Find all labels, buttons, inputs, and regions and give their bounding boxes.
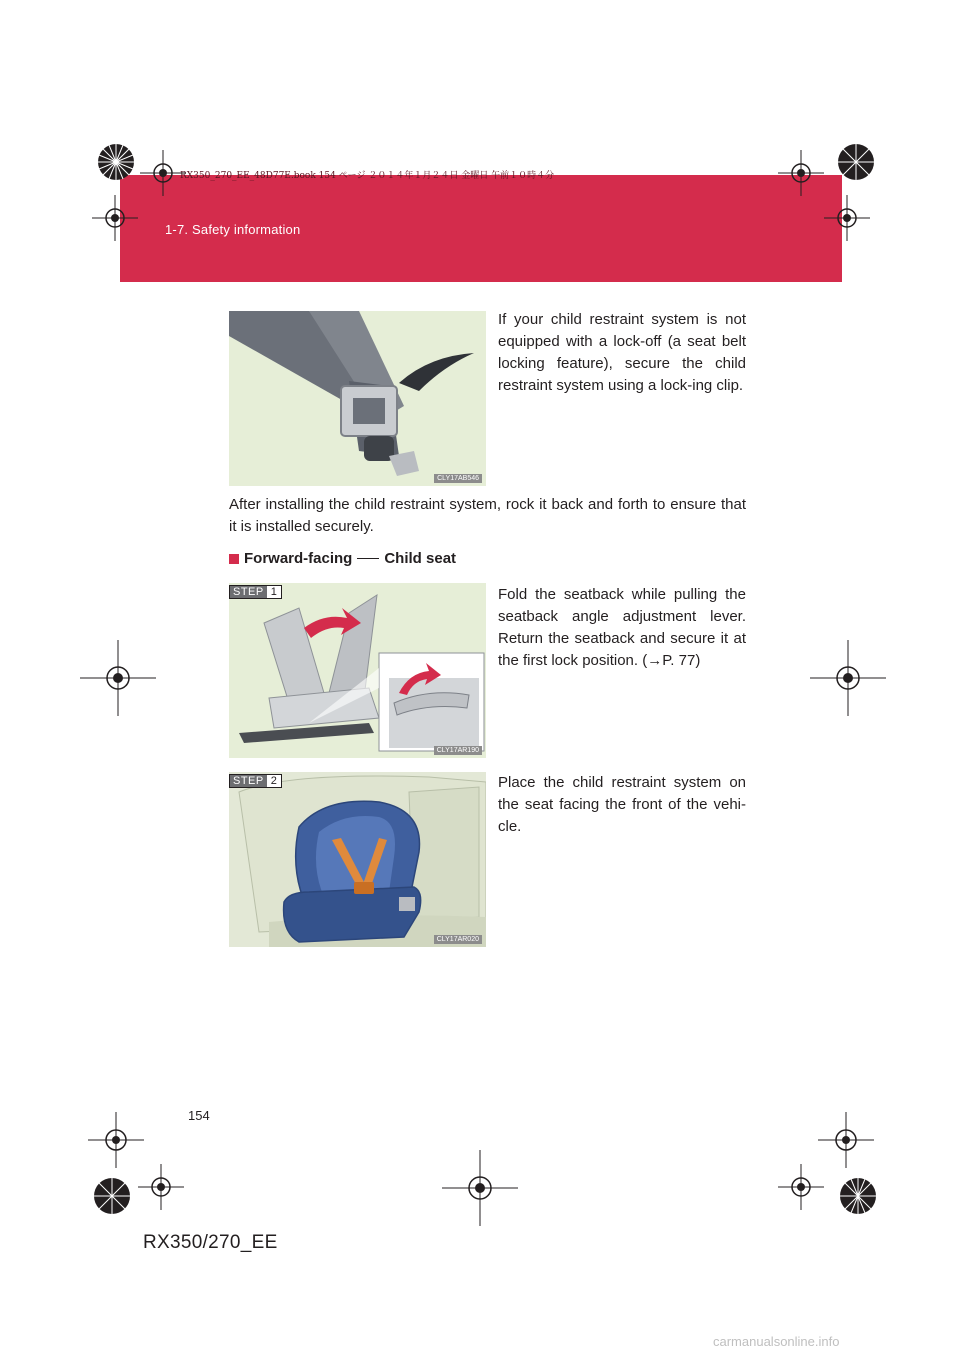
step2-text: Place the child restraint system on the seat facing the front of the vehi-cle. xyxy=(498,774,746,835)
locking-clip-text: If your child restraint system is not equipped with a lock-off (a seat belt locking feature), secure the child restraint system using a lock-ing clip. xyxy=(498,311,746,394)
crosshair-icon xyxy=(818,1112,874,1168)
figure-code: CLY17AR190 xyxy=(434,746,482,755)
step2-figure xyxy=(229,772,486,947)
crosshair-icon xyxy=(776,148,826,198)
crosshair-icon xyxy=(80,640,156,716)
step1-figure xyxy=(229,583,486,758)
crosshair-icon xyxy=(138,148,188,198)
child-seat-illustration xyxy=(229,772,486,947)
subheading-part1: Forward-facing xyxy=(244,550,353,567)
crosshair-icon xyxy=(136,1162,186,1212)
step-number: 2 xyxy=(270,775,277,787)
crosshair-icon xyxy=(822,193,872,243)
crosshair-icon xyxy=(776,1162,826,1212)
step-label: STEP xyxy=(230,586,267,598)
registration-mark-icon xyxy=(88,134,144,190)
seat-belt-locking-clip-illustration xyxy=(229,311,486,486)
figure-code: CLY17AR020 xyxy=(434,935,482,944)
square-bullet-icon xyxy=(229,554,239,564)
model-code: RX350/270_EE xyxy=(143,1232,278,1253)
crosshair-icon xyxy=(88,1112,144,1168)
step-number: 1 xyxy=(270,586,277,598)
book-stamp: RX350_270_EE_48D77E.book 154 ページ ２０１４年１月２４日 金曜日 午前１０時４分 xyxy=(180,171,555,181)
watermark: carmanualsonline.info xyxy=(713,1334,840,1349)
step1-badge xyxy=(229,585,282,599)
crosshair-icon xyxy=(810,640,886,716)
crosshair-icon xyxy=(90,193,140,243)
subheading xyxy=(229,550,456,567)
registration-mark-icon xyxy=(828,134,884,190)
registration-mark-icon xyxy=(84,1168,140,1224)
step2-badge xyxy=(229,774,282,788)
page-number: 154 xyxy=(188,1108,210,1123)
subheading-part2: Child seat xyxy=(384,550,457,567)
step-label: STEP xyxy=(230,775,267,787)
section-title: 1-7. Safety information xyxy=(165,222,301,237)
seatback-fold-illustration xyxy=(229,583,486,758)
after-install-text: After installing the child restraint system, rock it back and forth to ensure that it is installed securely. xyxy=(229,496,746,535)
figure-code: CLY17AB546 xyxy=(434,474,482,483)
dash-separator xyxy=(357,558,379,559)
step1-text: Fold the seatback while pulling the seatback angle adjustment lever. Return the seatback and secure it at the first lock position. (→P. 77) xyxy=(498,586,746,669)
registration-mark-icon xyxy=(830,1168,886,1224)
locking-clip-figure xyxy=(229,311,486,486)
crosshair-icon xyxy=(442,1150,518,1226)
